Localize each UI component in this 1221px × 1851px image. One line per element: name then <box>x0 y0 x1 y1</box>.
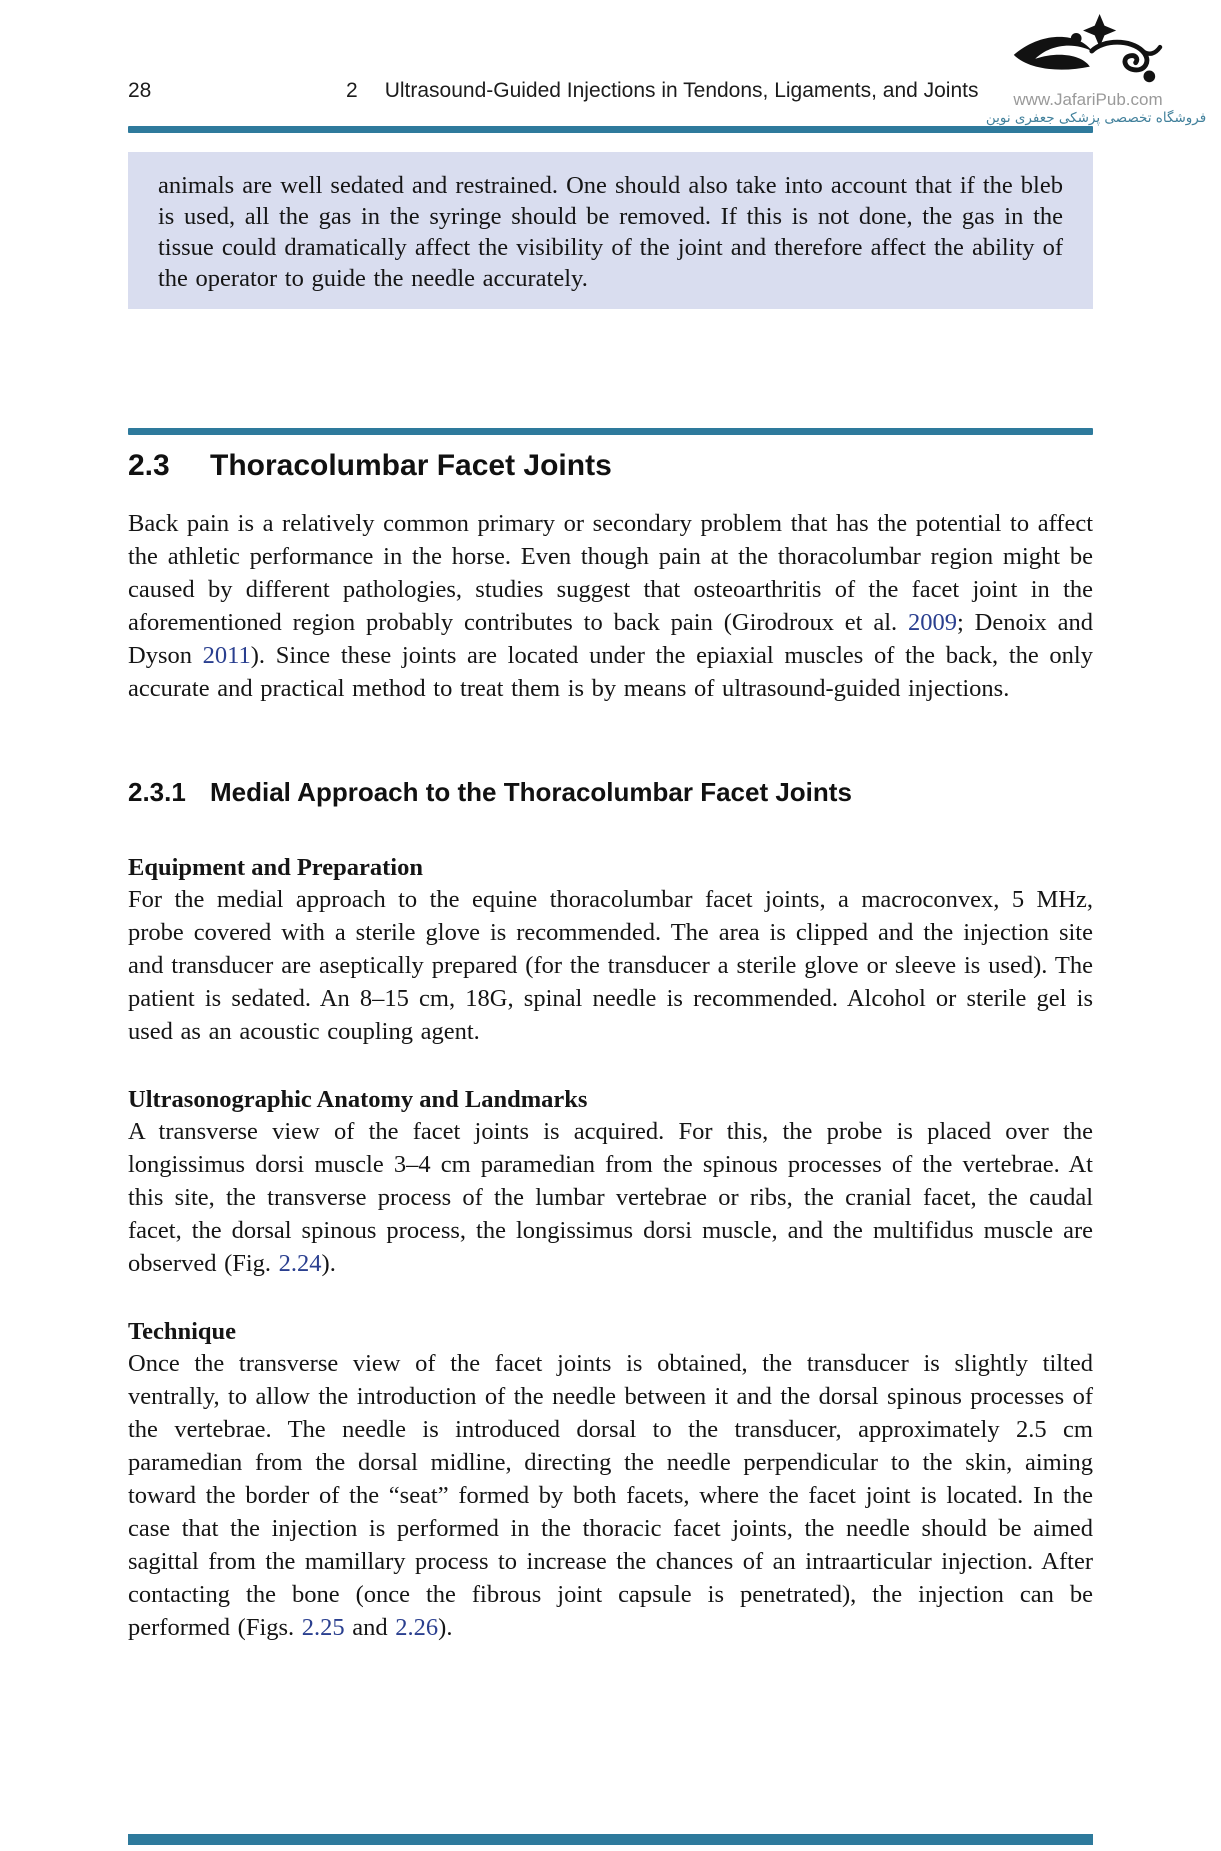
technique-block <box>128 1316 1093 1644</box>
anatomy-block <box>128 1084 1093 1280</box>
technique-heading: Technique <box>128 1318 237 1345</box>
subsection-number: 2.3.1 <box>128 777 186 807</box>
reference-link[interactable]: 2.25 <box>301 1614 345 1641</box>
watermark-persian-caption: فروشگاه تخصصی پزشکی جعفری نوین <box>985 110 1207 126</box>
technique-paragraph <box>128 1347 1093 1644</box>
reference-link[interactable]: 2011 <box>202 642 251 669</box>
reference-link[interactable]: 2009 <box>907 609 957 636</box>
subsection-title: Medial Approach to the Thoracolumbar Facet Joints <box>210 777 852 807</box>
footer-rule <box>128 1834 1093 1845</box>
section-divider-rule <box>128 428 1093 435</box>
paragraph-text: A transverse view of the facet joints is acquired. For this, the probe is placed over the longissimus dorsi muscle 3–4 cm paramedian from the spinous processes of the vertebrae. At this site, the transverse process of the lumbar vertebrae or ribs, the cranial facet, the caudal facet, the dorsal spinous process, the longissimus dorsi muscle, and the multifidus muscle are observed (Fig. <box>128 1118 1093 1277</box>
paragraph-text: ). <box>321 1250 336 1277</box>
reference-link[interactable]: 2.26 <box>395 1614 439 1641</box>
section-heading <box>128 448 1093 483</box>
watermark-site-url: www.JafariPub.com <box>1013 90 1163 109</box>
jafaripub-calligraphy-logo-icon <box>1002 12 1166 90</box>
paragraph-text: For the medial approach to the equine thoracolumbar facet joints, a macroconvex, 5 MHz, probe covered with a sterile glove is recommended. The area is clipped and the injection site and transducer are aseptically prepared (for the transducer a sterile glove or sleeve is used). The patient is sedated. An 8–15 cm, 18G, spinal needle is recommended. Alcohol or sterile gel is used as an acoustic coupling agent. <box>128 886 1093 1045</box>
callout-box: animals are well sedated and restrained. One should also take into account that if the bleb is used, all the gas in the syringe should be removed. If this is not done, the gas in the tissue could dramatically affect the visibility of the joint and therefore affect the ability of the operator to guide the needle accurately. <box>128 152 1093 309</box>
equipment-block <box>128 852 1093 1048</box>
chapter-running-title <box>346 78 979 104</box>
paragraph-text: and <box>344 1614 396 1641</box>
paragraph-text: ). Since these joints are located under the epiaxial muscles of the back, the only accurate and practical method to treat them is by means of ultrasound-guided injections. <box>128 642 1093 702</box>
reference-link[interactable]: 2.24 <box>278 1250 322 1277</box>
paragraph-text: Once the transverse view of the facet joints is obtained, the transducer is slightly tilted ventrally, to allow the introduction of the needle between it and the dorsal spinous processes of the vertebrae. The needle is introduced dorsal to the transducer, approximately 2.5 cm paramedian from the dorsal midline, directing the needle perpendicular to the skin, aiming toward the border of the “seat” formed by both facets, where the facet joint is located. In the case that the injection is performed in the thoracic facet joints, the needle should be aimed sagittal from the mamillary process to increase the chances of an intraarticular injection. After contacting the bone (once the fibrous joint capsule is penetrated), the injection can be performed (Figs. <box>128 1350 1093 1641</box>
header-rule <box>128 126 1093 133</box>
equipment-paragraph <box>128 883 1093 1048</box>
paragraph-text: ; Denoix and Dyson <box>128 609 1093 669</box>
anatomy-heading: Ultrasonographic Anatomy and Landmarks <box>128 1086 588 1113</box>
paragraph-text: Back pain is a relatively common primary or secondary problem that has the potential to affect the athletic performance in the horse. Even though pain at the thoracolumbar region might be caused by different pathologies, studies suggest that osteoarthritis of the facet joint in the aforementioned region probably contributes to back pain (Girodroux et al. <box>128 510 1093 636</box>
subsection-heading <box>128 777 1093 808</box>
running-head <box>128 0 1093 104</box>
equipment-heading: Equipment and Preparation <box>128 854 423 881</box>
paragraph-text: ). <box>438 1614 453 1641</box>
page-number: 28 <box>128 79 152 102</box>
anatomy-paragraph <box>128 1115 1093 1280</box>
chapter-number: 2 <box>346 79 358 102</box>
section-title: Thoracolumbar Facet Joints <box>210 449 612 482</box>
section-intro-paragraph <box>128 507 1093 705</box>
section-number: 2.3 <box>128 449 170 482</box>
chapter-title: Ultrasound-Guided Injections in Tendons, Ligaments, and Joints <box>384 79 979 102</box>
